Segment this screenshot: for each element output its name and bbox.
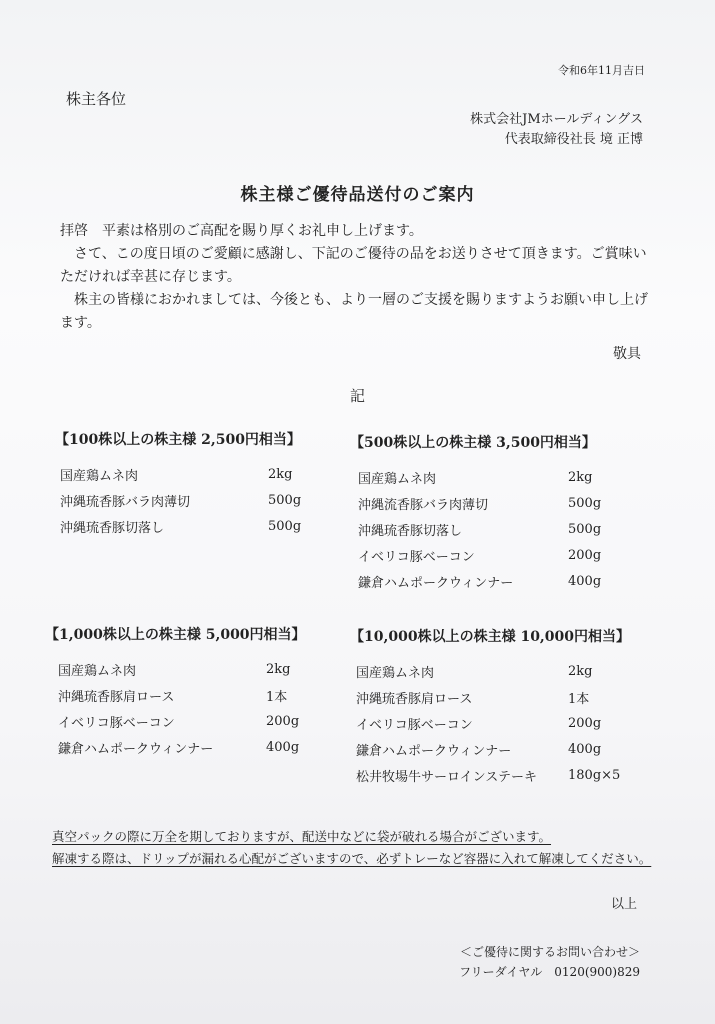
- tier-heading: 【500株以上の株主様 3,500円相当】: [350, 435, 596, 451]
- item-amount: 500g: [268, 518, 302, 534]
- greeting: 拝啓 平素は格別のご高配を賜り厚くお礼申し上げます。: [60, 223, 423, 239]
- item-name: 鎌倉ハムポークウィンナー: [58, 741, 214, 757]
- tier-10000-shares: [350, 626, 630, 788]
- paragraph-2: 株主の皆様におかれましては、今後とも、より一層のご支援を賜りますようお願い申し上げます。: [60, 292, 648, 331]
- item-amount: 500g: [568, 495, 602, 511]
- company-name: 株式会社JMホールディングス: [470, 112, 643, 127]
- list-item: [55, 513, 301, 539]
- tier-100-shares: [55, 429, 301, 539]
- list-item: [45, 682, 306, 708]
- item-amount: 2kg: [568, 663, 593, 679]
- item-name: 鎌倉ハムポークウィンナー: [358, 575, 514, 591]
- list-item: [350, 710, 630, 736]
- closing-keigu: 敬具: [613, 346, 641, 362]
- item-name: 国産鶏ムネ肉: [358, 471, 437, 487]
- list-item: [350, 542, 601, 568]
- item-name: 沖縄琉香豚肩ロース: [58, 689, 175, 705]
- tier-1000-shares: [45, 624, 306, 760]
- tier-heading: 【1,000株以上の株主様 5,000円相当】: [45, 627, 306, 643]
- tier-heading: 【100株以上の株主様 2,500円相当】: [55, 432, 301, 448]
- item-amount: 200g: [266, 713, 300, 729]
- item-amount: 2kg: [266, 661, 291, 677]
- item-name: 沖縄流香豚バラ肉薄切: [358, 497, 489, 513]
- ijou-mark: 以上: [610, 897, 637, 912]
- item-name: イベリコ豚ベーコン: [356, 717, 473, 733]
- item-amount: 1本: [568, 691, 590, 707]
- item-name: 沖縄琉香豚バラ肉薄切: [60, 494, 191, 510]
- contact-phone: フリーダイヤル 0120(900)829: [459, 965, 640, 979]
- notice-line-1: 真空パックの際に万全を期しておりますが、配送中などに袋が破れる場合がございます。: [52, 829, 552, 844]
- sender-block: [0, 110, 643, 150]
- paragraph-1: さて、この度日頃のご愛顧に感謝し、下記のご優待の品をお送りさせて頂きます。ご賞味いただければ幸甚に存じます。: [60, 246, 647, 285]
- addressee: 株主各位: [66, 90, 127, 108]
- item-amount: 400g: [266, 739, 300, 755]
- list-item: [350, 568, 601, 594]
- item-amount: 500g: [568, 521, 602, 537]
- list-item: [55, 461, 301, 487]
- issue-date: 令和6年11月吉日: [558, 64, 645, 77]
- item-name: 鎌倉ハムポークウィンナー: [356, 743, 512, 759]
- list-item: [350, 684, 630, 710]
- contact-heading: ＜ご優待に関するお問い合わせ＞: [459, 945, 640, 959]
- item-name: 沖縄琉香豚切落し: [358, 523, 463, 539]
- item-amount: 200g: [568, 547, 602, 563]
- list-item: [45, 708, 306, 734]
- contact-block: [0, 942, 640, 982]
- notice-line-2: 解凍する際は、ドリップが漏れる心配がございますので、必ずトレーなど容器に入れて解凍してください。: [52, 851, 652, 866]
- item-amount: 200g: [568, 715, 602, 731]
- list-item: [350, 762, 630, 788]
- list-item: [350, 464, 601, 490]
- letter-body: [60, 220, 660, 335]
- item-name: イベリコ豚ベーコン: [58, 715, 175, 731]
- tier-500-shares: [350, 432, 601, 594]
- item-name: 松井牧場牛サーロインステーキ: [356, 769, 537, 785]
- ki-mark: 記: [349, 387, 365, 405]
- item-name: 国産鶏ムネ肉: [58, 663, 137, 679]
- list-item: [350, 516, 601, 542]
- document-title: 株主様ご優待品送付のご案内: [240, 185, 475, 205]
- tier-heading: 【10,000株以上の株主様 10,000円相当】: [350, 629, 631, 645]
- item-amount: 180g×5: [568, 767, 621, 783]
- list-item: [45, 656, 306, 682]
- item-name: イベリコ豚ベーコン: [358, 549, 475, 565]
- list-item: [350, 658, 630, 684]
- item-amount: 2kg: [268, 466, 293, 482]
- item-name: 国産鶏ムネ肉: [356, 665, 435, 681]
- item-amount: 2kg: [568, 469, 593, 485]
- item-name: 沖縄琉香豚切落し: [60, 520, 165, 536]
- item-amount: 400g: [568, 573, 602, 589]
- item-name: 国産鶏ムネ肉: [60, 468, 139, 484]
- list-item: [55, 487, 301, 513]
- item-amount: 1本: [266, 689, 288, 705]
- list-item: [350, 736, 630, 762]
- list-item: [45, 734, 306, 760]
- item-name: 沖縄琉香豚肩ロース: [356, 691, 473, 707]
- representative: 代表取締役社長 境 正博: [504, 132, 643, 147]
- list-item: [350, 490, 601, 516]
- handling-notice: [52, 826, 651, 870]
- item-amount: 400g: [568, 741, 602, 757]
- item-amount: 500g: [268, 492, 302, 508]
